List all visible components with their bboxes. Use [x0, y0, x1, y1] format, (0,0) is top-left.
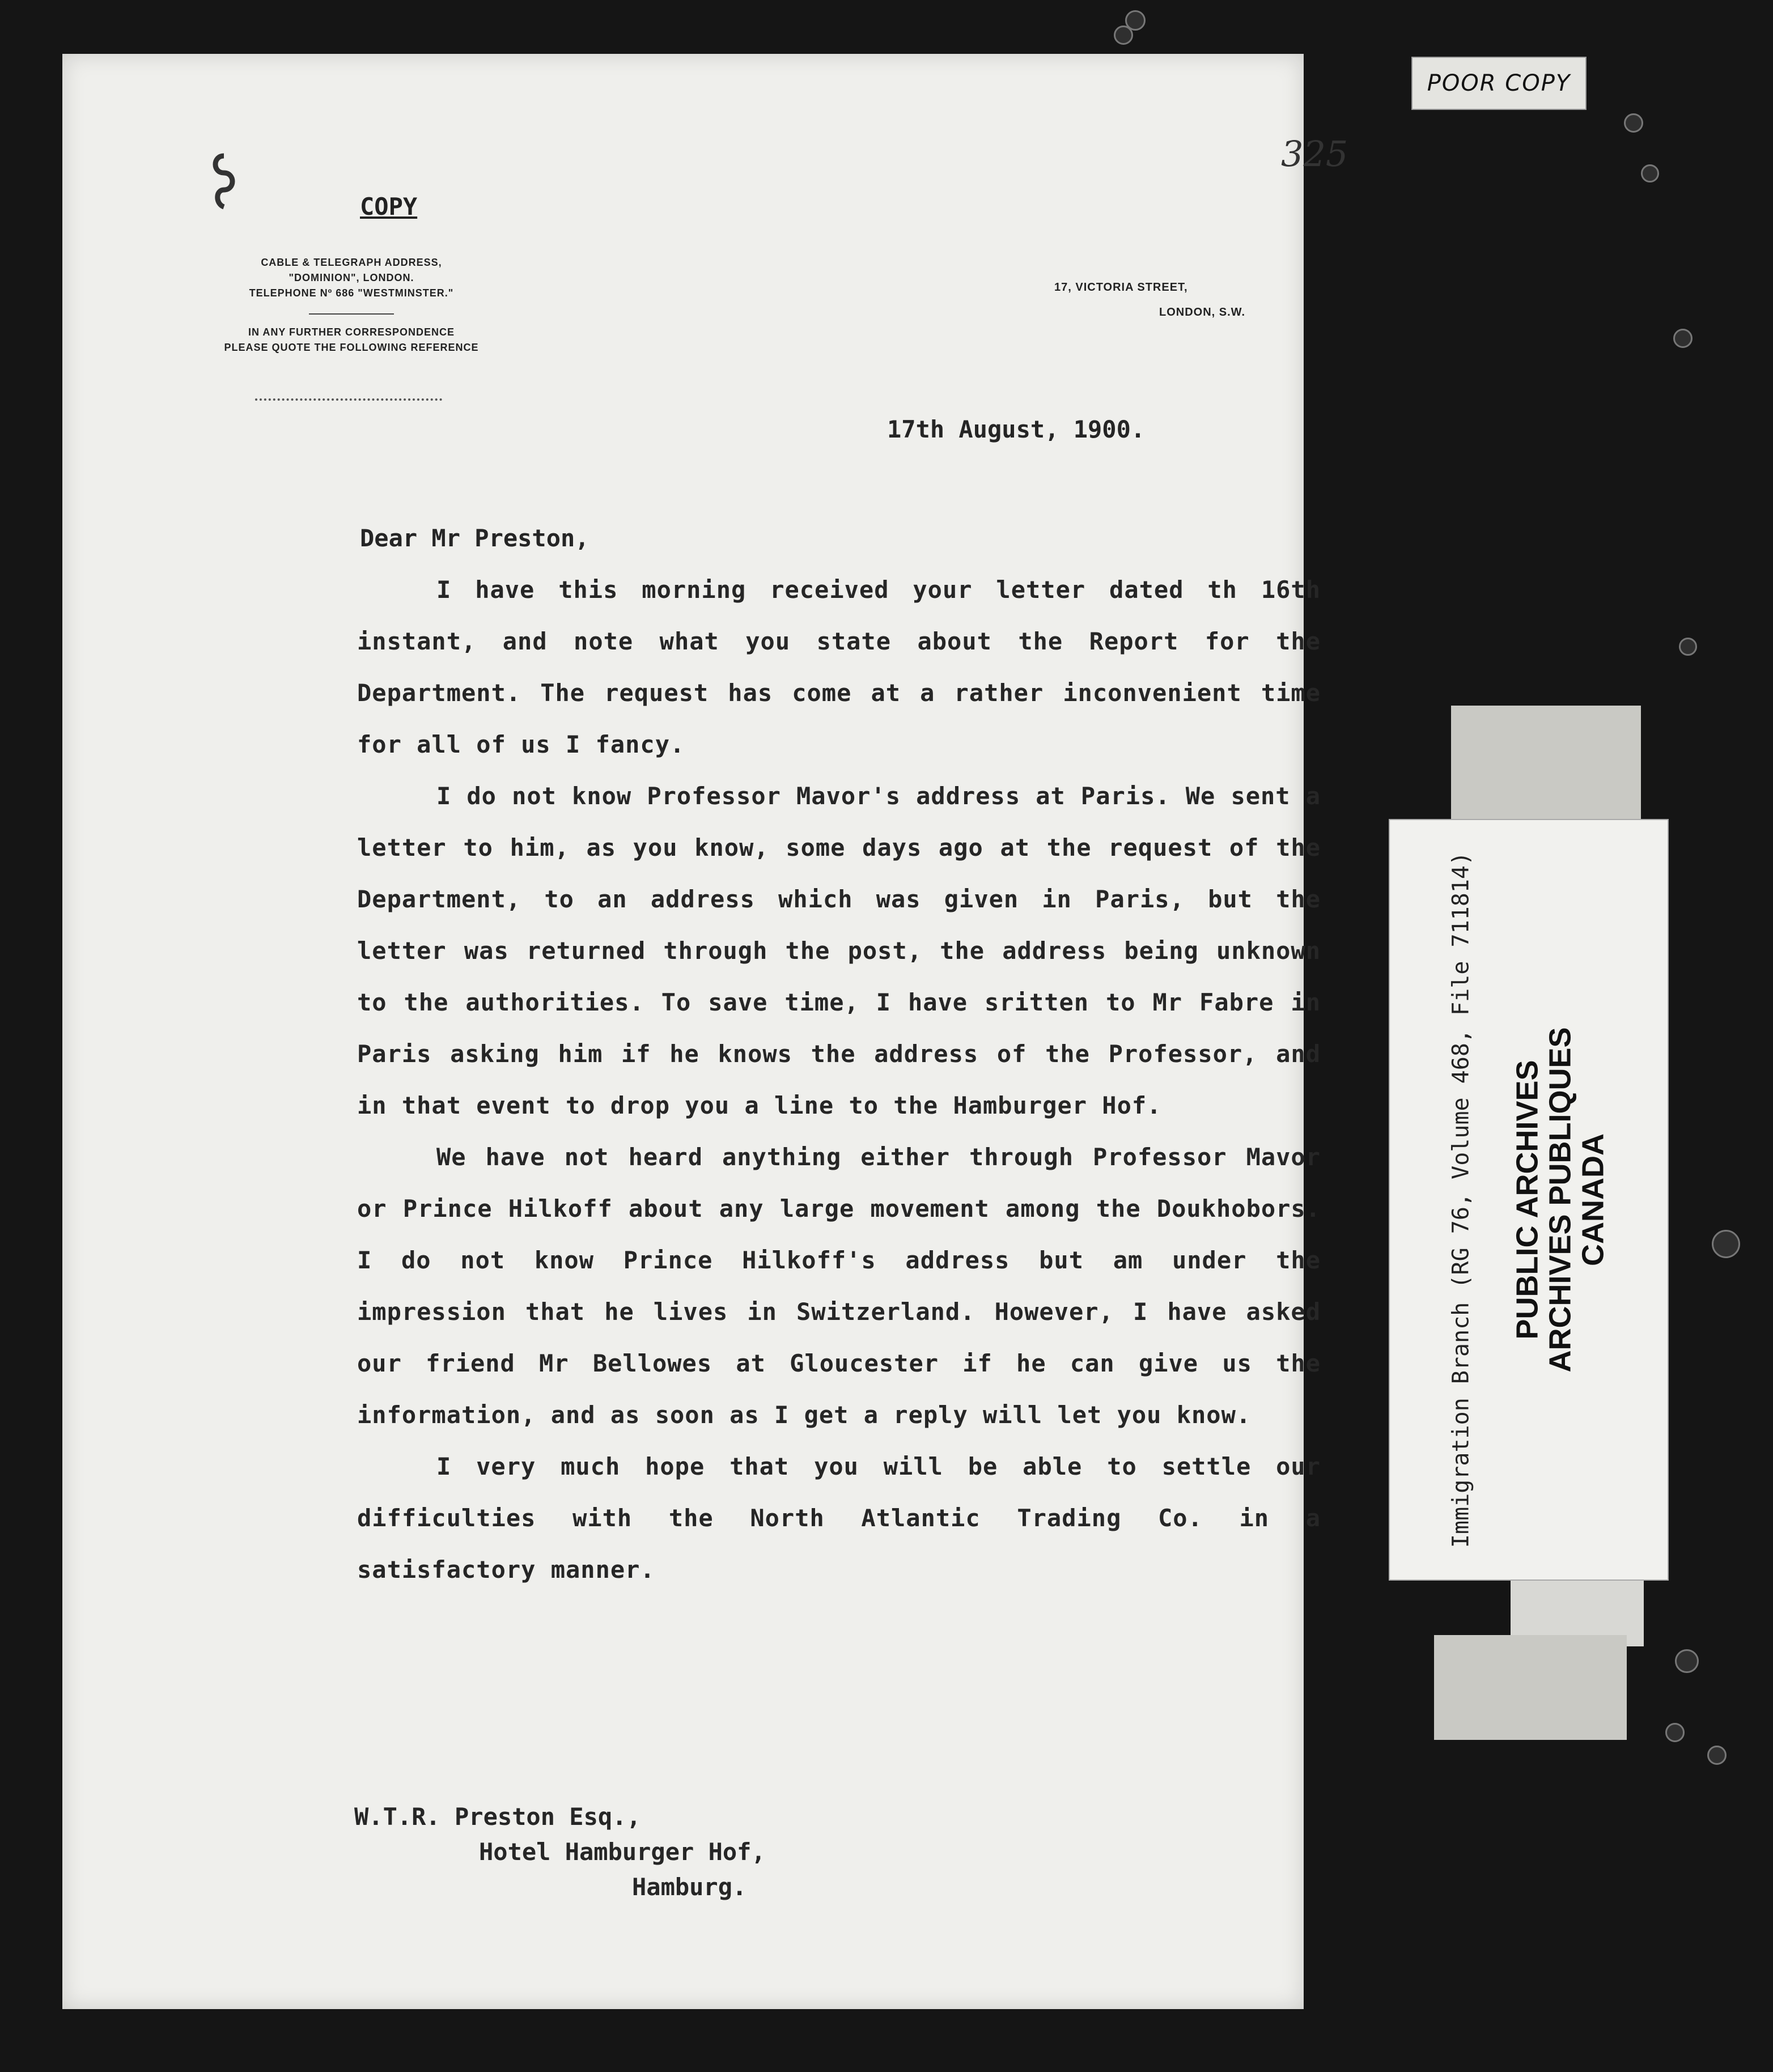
- paperclip-mark-icon: [207, 150, 241, 213]
- letterhead-dominion: "DOMINION", LONDON.: [289, 272, 414, 283]
- archives-label: [1389, 819, 1669, 1581]
- film-hole: [1114, 26, 1133, 45]
- film-hole: [1712, 1230, 1740, 1258]
- letter-page: [62, 54, 1348, 2009]
- addressee-hotel: Hotel Hamburger Hof,: [479, 1838, 766, 1866]
- letterhead-correspondence-note: IN ANY FURTHER CORRESPONDENCE: [248, 326, 455, 338]
- folio-number: 325: [1281, 133, 1348, 175]
- copy-heading: COPY: [360, 193, 418, 220]
- paragraph: I very much hope that you will be able to settle our difficulties with the North Atlantic Trading Co. in a satisfactory manner.: [357, 1453, 1321, 1583]
- archives-name-fr: ARCHIVES PUBLIQUES: [1543, 1027, 1577, 1373]
- letterhead-left: [204, 255, 499, 355]
- film-hole: [1624, 113, 1643, 133]
- film-hole: [1707, 1746, 1727, 1765]
- film-hole: [1679, 638, 1697, 656]
- poor-copy-label: POOR COPY: [1411, 57, 1587, 110]
- letterhead-reference-note: PLEASE QUOTE THE FOLLOWING REFERENCE: [224, 342, 479, 353]
- city-address: LONDON, S.W.: [1159, 306, 1245, 319]
- file-reference: Immigration Branch (RG 76, Volume 468, File 711814): [1448, 851, 1474, 1548]
- folder-tab-bottom: [1434, 1635, 1627, 1740]
- letterhead-divider: [309, 313, 394, 315]
- letter-date: 17th August, 1900.: [887, 415, 1146, 443]
- letterhead-cable-address: CABLE & TELEGRAPH ADDRESS,: [261, 257, 442, 268]
- letterhead-right: [1054, 275, 1270, 325]
- letterhead-telephone: TELEPHONE Nº 686 "WESTMINSTER.": [249, 287, 454, 299]
- film-hole: [1641, 164, 1659, 182]
- paragraph: I do not know Professor Mavor's address at Paris. We sent a letter to him, as you know, some days ago at the request of the Department, to an address which was given in Paris, but the letter was returned through the post, the address being unknown to the authorities. To save time, I have sritten to Mr Fabre in Paris asking him if he knows the address of the Professor, and in that event to drop you a line to the Hamburger Hof.: [357, 782, 1321, 1119]
- letter-body: [357, 564, 1321, 1595]
- archives-name-country: CANADA: [1576, 1133, 1610, 1266]
- addressee-city: Hamburg.: [632, 1873, 747, 1901]
- archives-name-en: PUBLIC ARCHIVES: [1510, 1060, 1545, 1340]
- addressee-block: [354, 1799, 766, 1905]
- addressee-name: W.T.R. Preston Esq.,: [354, 1803, 641, 1831]
- paragraph: I have this morning received your letter dated th 16th instant, and note what you state about the Report for the Department. The request has come at a rather inconvenient time for all of us I fancy.: [357, 576, 1321, 758]
- film-hole: [1673, 329, 1693, 348]
- film-hole: [1675, 1649, 1699, 1673]
- salutation: Dear Mr Preston,: [360, 524, 589, 552]
- film-hole: [1665, 1723, 1685, 1742]
- street-address: 17, VICTORIA STREET,: [1054, 281, 1188, 294]
- reference-dotted-line: [255, 398, 442, 401]
- paragraph: We have not heard anything either through Professor Mavor or Prince Hilkoff about any large movement among the Doukhobors. I do not know Prince Hilkoff's address but am under the impression that he lives in Switzerland. However, I have asked our friend Mr Bellowes at Gloucester if he can give us the information, and as soon as I get a reply will let you know.: [357, 1143, 1321, 1429]
